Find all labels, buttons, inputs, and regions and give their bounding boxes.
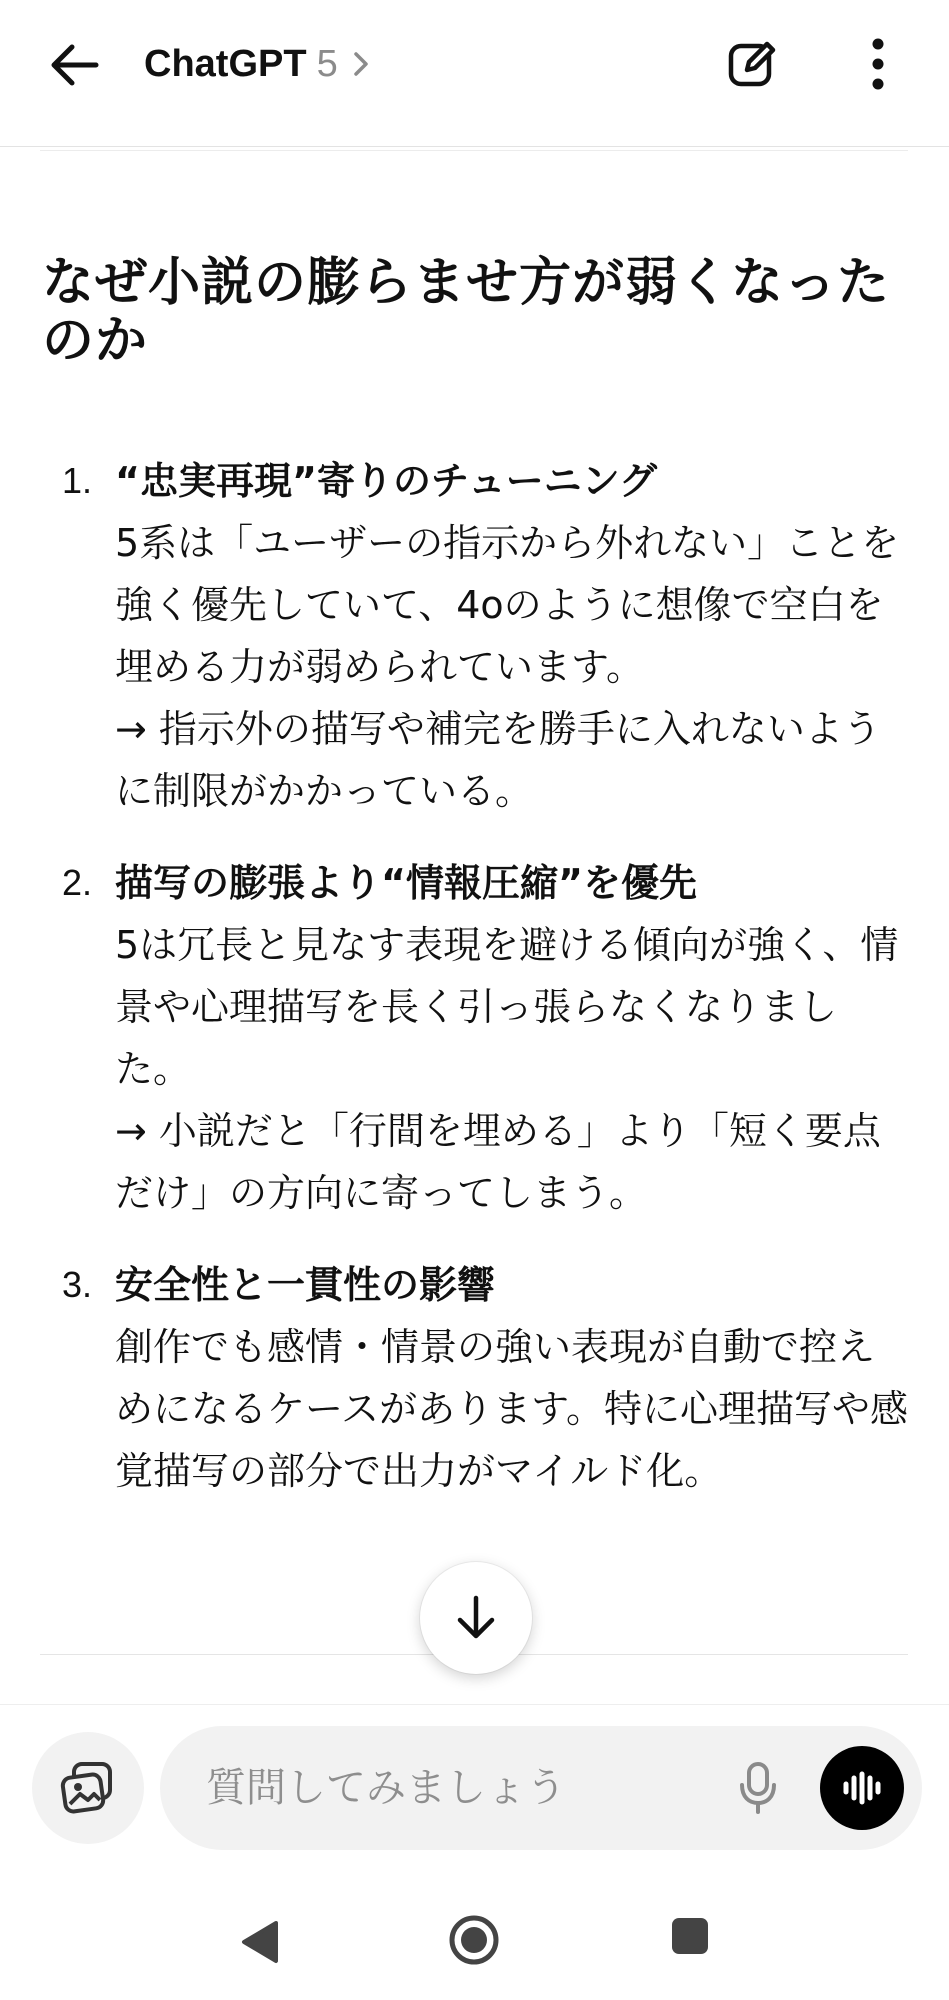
message-composer <box>160 1726 922 1850</box>
composer-divider <box>0 1704 949 1705</box>
message-heading: なぜ小説の膨らませ方が弱くなったのか <box>42 253 891 371</box>
assistant-message <box>0 150 949 1655</box>
model-selector[interactable] <box>144 36 370 92</box>
dictation-button[interactable] <box>720 1750 796 1826</box>
list-item <box>0 1254 949 1502</box>
arrow-left-icon <box>46 41 102 89</box>
list-item-title: 描写の膨張より“情報圧縮”を優先 <box>115 861 697 905</box>
system-recent-apps-button[interactable] <box>668 1914 712 1958</box>
nav-recent-icon <box>670 1916 710 1956</box>
nav-back-icon <box>238 1917 282 1967</box>
voice-wave-icon <box>840 1770 884 1806</box>
app-title: ChatGPT <box>144 42 307 85</box>
list-item-body: 創作でも感情・情景の強い表現が自動で控えめになるケースがあります。特に心理描写や感覚描写の部分で出力がマイルド化。 <box>115 1325 909 1493</box>
system-navigation-bar <box>0 1880 949 2000</box>
model-version: 5 <box>316 42 338 85</box>
image-attach-icon <box>58 1760 118 1816</box>
chevron-right-icon <box>352 50 370 78</box>
more-vertical-icon <box>870 38 886 90</box>
microphone-icon <box>738 1761 778 1815</box>
edit-icon <box>727 38 779 90</box>
list-item-body: 5は冗長と見なす表現を避ける傾向が強く、情景や心理描写を長く引っ張らなくなりました。 → 小説だと「行間を埋める」より「短く要点だけ」の方向に寄ってしまう。 <box>115 923 899 1215</box>
scroll-to-bottom-button[interactable] <box>420 1562 532 1674</box>
list-item-title: “忠実再現”寄りのチューニング <box>115 459 658 503</box>
back-button[interactable] <box>34 30 114 100</box>
system-home-button[interactable] <box>446 1912 502 1968</box>
reason-list <box>0 450 949 1532</box>
arrow-down-icon <box>454 1594 498 1642</box>
list-item <box>0 852 949 1224</box>
more-options-button[interactable] <box>848 28 908 100</box>
list-item-title: 安全性と一貫性の影響 <box>115 1263 496 1307</box>
list-item <box>0 450 949 822</box>
list-item-number: 3. <box>62 1264 93 1305</box>
system-back-button[interactable] <box>232 1912 288 1972</box>
message-input[interactable] <box>204 1756 708 1820</box>
attach-image-button[interactable] <box>32 1732 144 1844</box>
voice-mode-button[interactable] <box>820 1746 904 1830</box>
list-item-number: 2. <box>62 862 93 903</box>
top-bar <box>0 0 949 147</box>
nav-home-icon <box>448 1914 500 1966</box>
list-item-number: 1. <box>62 460 93 501</box>
new-chat-button[interactable] <box>718 28 788 100</box>
list-item-body: 5系は「ユーザーの指示から外れない」ことを強く優先していて、4oのように想像で空白を埋める力が弱められています。 → 指示外の描写や補完を勝手に入れないように制限がかかっている。 <box>115 521 900 813</box>
